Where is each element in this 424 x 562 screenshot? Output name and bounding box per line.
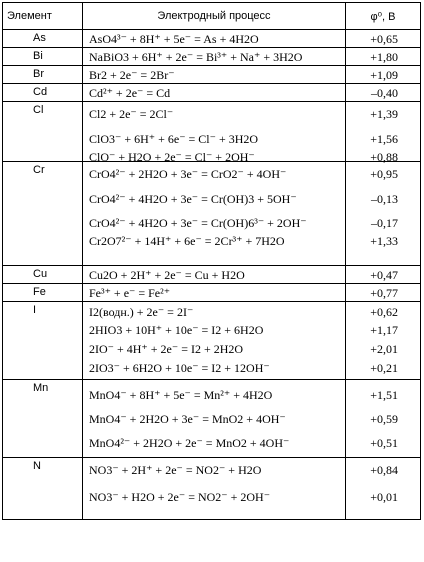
reaction-line: Br2 + 2e⁻ = 2Br⁻	[89, 68, 175, 82]
reaction-line: Cl2 + 2e⁻ = 2Cl⁻	[89, 107, 174, 121]
reaction-line: MnO4²⁻ + 2H2O + 2e⁻ = MnO2 + 4OH⁻	[89, 436, 290, 450]
reaction-line: Cd²⁺ + 2e⁻ = Cd	[89, 86, 171, 100]
element-cell: Bi	[3, 48, 83, 66]
element-cell: Mn	[3, 380, 83, 458]
reaction-line: 2HIO3 + 10H⁺ + 10e⁻ = I2 + 6H2O	[89, 323, 264, 337]
reaction-line: Fe³⁺ + e⁻ = Fe²⁺	[89, 286, 171, 300]
reaction-line: MnO4⁻ + 2H2O + 3e⁻ = MnO2 + 4OH⁻	[89, 412, 286, 426]
potential-value: –0,40	[371, 86, 398, 100]
process-cell	[83, 284, 346, 302]
table-row	[3, 84, 421, 102]
element-cell: Cu	[3, 266, 83, 284]
potential-value: +0,47	[370, 268, 398, 282]
potential-value: +0,01	[370, 490, 398, 504]
potential-cell	[346, 48, 421, 66]
header-element: Элемент	[3, 3, 83, 30]
potential-cell	[346, 380, 421, 458]
reaction-line: Cr2O7²⁻ + 14H⁺ + 6e⁻ = 2Cr³⁺ + 7H2O	[89, 234, 285, 248]
element-cell: Cd	[3, 84, 83, 102]
element-cell: I	[3, 302, 83, 380]
potential-value: +1,80	[370, 50, 398, 64]
process-cell	[83, 380, 346, 458]
reaction-line: ClO⁻ + H2O + 2e⁻ = Cl⁻ + 2OH⁻	[89, 150, 255, 164]
potential-value: +0,84	[370, 463, 398, 477]
element-cell: Fe	[3, 284, 83, 302]
header-row	[3, 3, 421, 30]
table-row	[3, 162, 421, 266]
potential-cell	[346, 284, 421, 302]
element-cell: Cr	[3, 162, 83, 266]
potential-value: +1,33	[370, 234, 398, 248]
potential-cell	[346, 302, 421, 380]
reaction-line: Cu2O + 2H⁺ + 2e⁻ = Cu + H2O	[89, 268, 245, 282]
table-row	[3, 48, 421, 66]
potential-value: +0,51	[370, 436, 398, 450]
potential-value: +0,77	[370, 286, 398, 300]
potential-value: +0,88	[370, 150, 398, 164]
table-row	[3, 30, 421, 48]
potential-cell	[346, 266, 421, 284]
potential-cell	[346, 162, 421, 266]
reaction-line: MnO4⁻ + 8H⁺ + 5e⁻ = Mn²⁺ + 4H2O	[89, 388, 273, 402]
process-cell	[83, 458, 346, 520]
table-row	[3, 102, 421, 162]
process-cell	[83, 48, 346, 66]
potential-value: +0,65	[370, 32, 398, 46]
process-cell	[83, 102, 346, 162]
reaction-line: AsO4³⁻ + 8H⁺ + 5e⁻ = As + 4H2O	[89, 32, 259, 46]
potential-value: –0,17	[371, 216, 398, 230]
table-row	[3, 380, 421, 458]
potential-cell	[346, 66, 421, 84]
potential-value: +2,01	[370, 342, 398, 356]
potential-cell	[346, 102, 421, 162]
potential-value: +1,09	[370, 68, 398, 82]
potential-value: +1,51	[370, 388, 398, 402]
potential-value: +0,59	[370, 412, 398, 426]
potential-value: +0,62	[370, 305, 398, 319]
table-body	[3, 30, 421, 520]
reaction-line: 2IO3⁻ + 6H2O + 10e⁻ = I2 + 12OH⁻	[89, 361, 270, 375]
element-cell: N	[3, 458, 83, 520]
reaction-line: CrO4²⁻ + 4H2O + 3e⁻ = Cr(OH)6³⁻ + 2OH⁻	[89, 216, 307, 230]
element-cell: As	[3, 30, 83, 48]
potential-cell	[346, 84, 421, 102]
table-row	[3, 302, 421, 380]
header-potential: φ⁰, B	[346, 3, 421, 30]
process-cell	[83, 162, 346, 266]
process-cell	[83, 302, 346, 380]
process-cell	[83, 30, 346, 48]
reaction-line: I2(водн.) + 2e⁻ = 2I⁻	[89, 305, 194, 319]
header-process: Электродный процесс	[83, 3, 346, 30]
reaction-line: NO3⁻ + H2O + 2e⁻ = NO2⁻ + 2OH⁻	[89, 490, 271, 504]
potential-value: –0,13	[371, 192, 398, 206]
element-cell: Br	[3, 66, 83, 84]
potential-cell	[346, 30, 421, 48]
table-row	[3, 284, 421, 302]
process-cell	[83, 266, 346, 284]
element-cell: Cl	[3, 102, 83, 162]
table-row	[3, 266, 421, 284]
reaction-line: CrO4²⁻ + 2H2O + 3e⁻ = CrO2⁻ + 4OH⁻	[89, 167, 287, 181]
reaction-line: NaBiO3 + 6H⁺ + 2e⁻ = Bi³⁺ + Na⁺ + 3H2O	[89, 50, 303, 64]
table-row	[3, 66, 421, 84]
potential-value: +1,17	[370, 323, 398, 337]
potential-value: +1,56	[370, 132, 398, 146]
potentials-table	[2, 2, 421, 520]
reaction-line: ClO3⁻ + 6H⁺ + 6e⁻ = Cl⁻ + 3H2O	[89, 132, 259, 146]
process-cell	[83, 84, 346, 102]
reaction-line: NO3⁻ + 2H⁺ + 2e⁻ = NO2⁻ + H2O	[89, 463, 262, 477]
reaction-line: 2IO⁻ + 4H⁺ + 2e⁻ = I2 + 2H2O	[89, 342, 244, 356]
table-row	[3, 458, 421, 520]
potential-value: +1,39	[370, 107, 398, 121]
reaction-line: CrO4²⁻ + 4H2O + 3e⁻ = Cr(OH)3 + 5OH⁻	[89, 192, 297, 206]
potential-value: +0,21	[370, 361, 398, 375]
process-cell	[83, 66, 346, 84]
potential-cell	[346, 458, 421, 520]
potential-value: +0,95	[370, 167, 398, 181]
